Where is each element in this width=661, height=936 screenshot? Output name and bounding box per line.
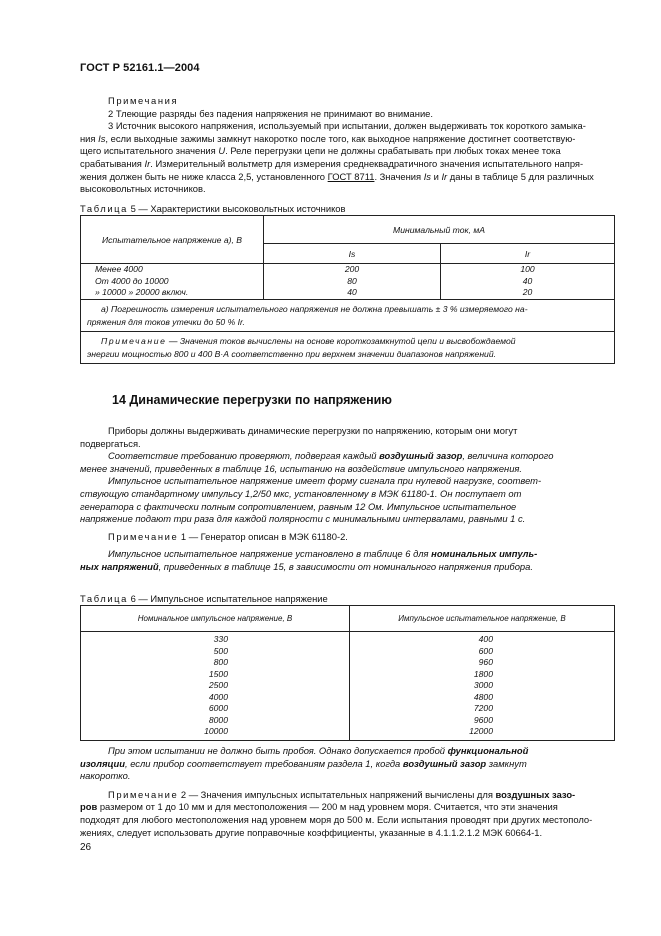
note-1: Примечание 1 — Генератор описан в МЭК 61180-2. xyxy=(108,530,348,542)
t6-nominal-value: 330 xyxy=(213,634,228,644)
table5-caption: Таблица 5 — Характеристики высоковольтных источников xyxy=(80,203,346,214)
t6-test-value: 12000 xyxy=(469,726,493,736)
document-code: ГОСТ Р 52161.1—2004 xyxy=(80,62,200,74)
t6-nominal-value: 800 xyxy=(213,657,228,667)
t6-test-cell xyxy=(350,632,615,741)
t5-row-voltage: » 10000 » 20000 включ. xyxy=(95,287,189,298)
t5-row-voltage: От 4000 до 10000 xyxy=(95,275,169,286)
t5-row-is: 40 xyxy=(347,287,357,298)
t6-head-test: Импульсное испытательное напряжение, В xyxy=(350,606,615,632)
t5-ir-cell xyxy=(441,264,615,300)
notes-block xyxy=(80,95,615,196)
note-2: Примечание 2 — Значения импульсных испытательных напряжений вычислены для воздушных зазо- xyxy=(108,788,576,800)
t6-test-value: 400 xyxy=(478,634,493,644)
t5-voltage-cell xyxy=(81,264,264,300)
note-2: 2 Тлеющие разряды без падения напряжения не принимают во внимание. xyxy=(108,107,434,119)
note-3-line6: высоковольтных источников. xyxy=(80,183,206,195)
t6-test-value: 3000 xyxy=(473,680,493,690)
note-3-line1: 3 Источник высокого напряжения, используемый при испытании, должен выдерживать ток короткого замыка- xyxy=(108,120,586,132)
page-number: 26 xyxy=(80,842,92,853)
t5-row-is: 80 xyxy=(347,275,357,286)
t5-note: Примечание — Значения токов вычислены на основе короткозамкнутой цепи и высвобождаемой энергии мощностью 800 и 400 В·А соответственно при верхнем значении диапазонов напряжений. xyxy=(81,332,615,364)
t5-is-cell xyxy=(264,264,441,300)
t6-nominal-value: 6000 xyxy=(208,703,228,713)
t6-test-value: 7200 xyxy=(473,703,493,713)
note-3-line2: ния Is, если выходные зажимы замкнут накоротко после того, как выходное напряжение достигнет соответствую- xyxy=(80,132,576,144)
t5-head-is: Is xyxy=(264,244,441,264)
note-3-line3: щего испытательного значения U. Реле перегрузки цепи не должны срабатывать при любых токах менее тока xyxy=(80,145,561,157)
t5-row-ir: 20 xyxy=(522,287,533,298)
t6-nominal-value: 8000 xyxy=(208,714,228,725)
t5-head-ir: Ir xyxy=(441,244,615,264)
t6-nominal-value: 10000 xyxy=(204,726,228,736)
t5-row-ir: 100 xyxy=(520,264,535,275)
t6-nominal-cell xyxy=(81,632,350,741)
t5-head-voltage: Испытательное напряжение а), В xyxy=(81,216,264,264)
table6-caption: Таблица 6 — Импульсное испытательное напряжение xyxy=(80,593,328,604)
after-table6-body: При этом испытании не должно быть пробоя. Однако допускается пробой функциональной изоляции, если прибор соответствует требованиям раздела 1, когда воздушный зазор замкнут накоротко. Примечание 2 — Значения импульсных испытательных напряжений вычислены для воздушных зазо- ров размером от 1 до 10 мм и для местоположения — 200 м над уровнем моря. Считается, что эти значения подходят для любого местоположения над уровнем моря до 500 м. Если испытания проводят при других местополо- жениях, следует использовать другие поправочные коэффициенты, указанные в 4.1.1.2.1.2 МЭК 60664-1. xyxy=(80,745,615,839)
t6-head-nominal: Номинальное импульсное напряжение, В xyxy=(81,606,350,632)
t5-row-is: 200 xyxy=(344,264,360,275)
t6-test-value: 9600 xyxy=(473,714,493,725)
t6-test-value: 4800 xyxy=(473,691,493,702)
t6-nominal-value: 1500 xyxy=(208,668,228,679)
note-3-line5: жения должен быть не ниже класса 2,5, установленного ГОСТ 8711. Значения Is и Ir даны в таблице 5 для различных xyxy=(80,170,594,182)
t5-head-min-current: Минимальный ток, мА xyxy=(264,216,615,244)
t6-nominal-value: 4000 xyxy=(208,691,228,702)
t6-nominal-value: 2500 xyxy=(208,680,228,690)
note-3-line4: срабатывания Ir. Измерительный вольтметр для измерения среднеквадратичного значения испытательного напря- xyxy=(80,157,584,169)
t6-test-value: 960 xyxy=(478,657,493,667)
table-5 xyxy=(80,215,615,364)
t6-test-value: 1800 xyxy=(473,668,493,679)
section-14-body: Приборы должны выдерживать динамические перегрузки по напряжению, которым они могут подвергаться. Соответствие требованию проверяют, подвергая каждый воздушный зазор, величина которого менее значений, приведенных в таблице 16, испытанию на воздействие импульсного напряжения. Импульсное испытательное напряжение имеет форму сигнала при нулевой нагрузке, соответ- ствующую стандартному импульсу 1,2/50 мкс, установленному в МЭК 61180-1. Он поступает от генератора с фактически полным сопротивлением, равным 12 Ом. Импульсное испытательное напряжение подают три раза для каждой полярности с минимальными интервалами, равными 1 с. Примечание 1 — Генератор описан в МЭК 61180-2. Импульсное испытательное напряжение установлено в таблице 6 для номинальных импуль- ных напряжений, приведенных в таблице 15, в зависимости от номинального напряжения прибора. xyxy=(80,425,615,574)
gost-8711-link[interactable]: ГОСТ 8711 xyxy=(327,170,375,182)
table-6 xyxy=(80,605,615,741)
notes-title: Примечания xyxy=(108,95,179,106)
t6-nominal-value: 500 xyxy=(213,645,228,656)
t5-footnote: а) Погрешность измерения испытательного напряжения не должна превышать ± 3 % измеряемого на- пряжения для токов утечки до 50 % Ir. xyxy=(81,300,615,332)
t5-row-voltage: Менее 4000 xyxy=(95,264,143,275)
section-14-title: 14 Динамические перегрузки по напряжению xyxy=(112,393,392,407)
t5-row-ir: 40 xyxy=(522,275,533,286)
t6-test-value: 600 xyxy=(478,645,493,656)
